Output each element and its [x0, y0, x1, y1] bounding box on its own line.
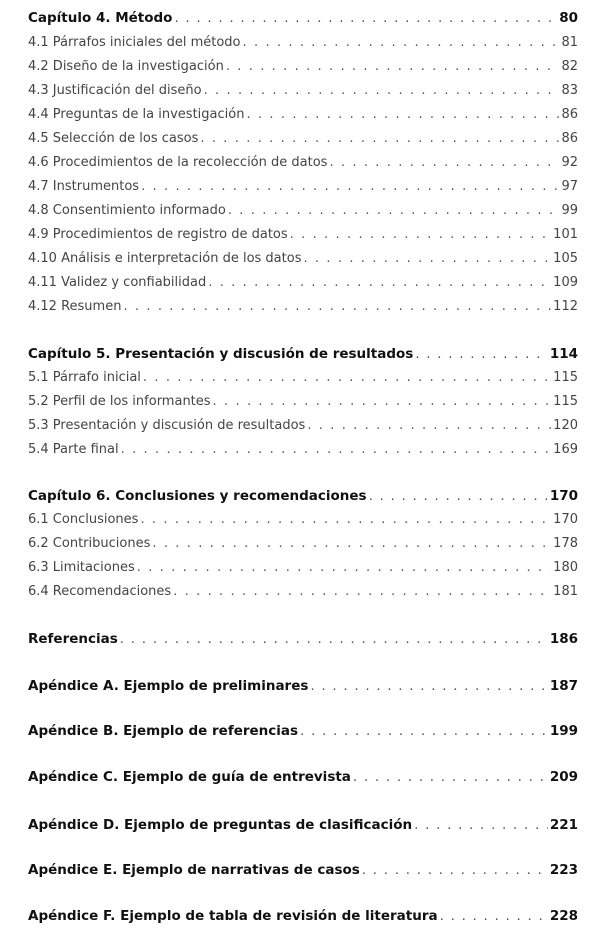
toc-page-number: 120 [553, 418, 578, 433]
toc-entry-title: Apéndice A. Ejemplo de preliminares [28, 678, 309, 694]
toc-page-number: 180 [553, 560, 578, 575]
dot-leader [140, 512, 551, 527]
dot-leader [120, 631, 548, 647]
toc-section-entry [28, 203, 578, 223]
dot-leader [290, 227, 552, 242]
toc-page-number: 114 [549, 346, 578, 362]
toc-page-number: 81 [561, 35, 578, 50]
dot-leader [414, 817, 548, 833]
toc-page-number: 92 [561, 155, 578, 170]
toc-entry-title: 5.1 Párrafo inicial [28, 370, 141, 385]
dot-leader [213, 394, 552, 409]
toc-chapter-entry [28, 862, 578, 882]
toc-page-number: 228 [549, 908, 578, 924]
toc-entry-title: Capítulo 4. Método [28, 10, 173, 26]
dot-leader [300, 723, 548, 739]
toc-entry-title: Apéndice C. Ejemplo de guía de entrevista [28, 769, 351, 785]
toc-page-number: 112 [553, 299, 578, 314]
toc-page-number: 181 [553, 584, 578, 599]
dot-leader [121, 442, 552, 457]
toc-chapter-entry [28, 817, 578, 837]
toc-entry-title: Apéndice E. Ejemplo de narrativas de casos [28, 862, 360, 878]
toc-entry-title: Apéndice F. Ejemplo de tabla de revisión de literatura [28, 908, 438, 924]
dot-leader [362, 862, 548, 878]
dot-leader [208, 275, 551, 290]
toc-entry-title: 4.8 Consentimiento informado [28, 203, 226, 218]
dot-leader [353, 769, 548, 785]
toc-page-number: 170 [553, 512, 578, 527]
toc-section-entry [28, 536, 578, 556]
dot-leader [303, 251, 551, 266]
dot-leader [141, 179, 559, 194]
dot-leader [143, 370, 551, 385]
toc-page-number: 97 [561, 179, 578, 194]
toc-page-number: 99 [561, 203, 578, 218]
toc-page-number: 221 [549, 817, 578, 833]
toc-section-entry [28, 370, 578, 390]
toc-page-number: 80 [559, 10, 578, 26]
toc-entry-title: 4.3 Justificación del diseño [28, 83, 202, 98]
toc-chapter-entry [28, 631, 578, 651]
toc-page-number: 86 [561, 131, 578, 146]
toc-chapter-entry [28, 723, 578, 743]
toc-section-entry [28, 442, 578, 462]
dot-leader [226, 59, 560, 74]
toc-entry-title: Apéndice B. Ejemplo de referencias [28, 723, 299, 739]
dot-leader [440, 908, 548, 924]
dot-leader [174, 10, 557, 26]
dot-leader [310, 678, 547, 694]
toc-entry-title: 6.1 Conclusiones [28, 512, 139, 527]
toc-chapter-entry [28, 10, 578, 30]
dot-leader [123, 299, 551, 314]
toc-section-entry [28, 179, 578, 199]
toc-section-entry [28, 155, 578, 175]
toc-section-entry [28, 394, 578, 414]
toc-entry-title: Referencias [28, 631, 118, 647]
dot-leader [329, 155, 559, 170]
toc-chapter-entry [28, 678, 578, 698]
toc-page-number: 115 [553, 370, 578, 385]
toc-entry-title: 4.1 Párrafos iniciales del método [28, 35, 241, 50]
toc-section-entry [28, 131, 578, 151]
toc-chapter-entry [28, 769, 578, 789]
toc-entry-title: Capítulo 6. Conclusiones y recomendaciones [28, 488, 367, 504]
toc-page-number: 115 [553, 394, 578, 409]
toc-entry-title: 4.4 Preguntas de la investigación [28, 107, 245, 122]
toc-page-number: 101 [553, 227, 578, 242]
toc-page-number: 82 [561, 59, 578, 74]
toc-section-entry [28, 560, 578, 580]
toc-entry-title: 5.2 Perfil de los informantes [28, 394, 211, 409]
toc-entry-title: Apéndice D. Ejemplo de preguntas de clasificación [28, 817, 413, 833]
toc-entry-title: 6.2 Contribuciones [28, 536, 151, 551]
toc-entry-title: 4.6 Procedimientos de la recolección de datos [28, 155, 328, 170]
dot-leader [243, 35, 560, 50]
toc-entry-title: 4.11 Validez y confiabilidad [28, 275, 207, 290]
toc-page-number: 109 [553, 275, 578, 290]
toc-entry-title: 6.4 Recomendaciones [28, 584, 172, 599]
toc-page-number: 199 [549, 723, 578, 739]
toc-entry-title: 4.7 Instrumentos [28, 179, 140, 194]
toc-section-entry [28, 512, 578, 532]
toc-entry-title: 5.4 Parte final [28, 442, 119, 457]
toc-page-number: 186 [549, 631, 578, 647]
toc-section-entry [28, 251, 578, 271]
dot-leader [228, 203, 560, 218]
toc-page-number: 209 [549, 769, 578, 785]
toc-section-entry [28, 107, 578, 127]
toc-entry-title: 6.3 Limitaciones [28, 560, 135, 575]
toc-page-number: 223 [549, 862, 578, 878]
toc-page-number: 187 [549, 678, 578, 694]
toc-chapter-entry [28, 488, 578, 508]
dot-leader [415, 346, 547, 362]
dot-leader [137, 560, 551, 575]
toc-page-number: 86 [561, 107, 578, 122]
toc-section-entry [28, 418, 578, 438]
toc-page-number: 178 [553, 536, 578, 551]
toc-entry-title: Capítulo 5. Presentación y discusión de resultados [28, 346, 414, 362]
toc-section-entry [28, 59, 578, 79]
toc-section-entry [28, 35, 578, 55]
toc-chapter-entry [28, 908, 578, 928]
dot-leader [200, 131, 559, 146]
toc-page-number: 105 [553, 251, 578, 266]
toc-section-entry [28, 227, 578, 247]
toc-page-number: 170 [549, 488, 578, 504]
toc-section-entry [28, 275, 578, 295]
toc-chapter-entry [28, 346, 578, 366]
dot-leader [173, 584, 551, 599]
toc-entry-title: 4.9 Procedimientos de registro de datos [28, 227, 288, 242]
toc-page-number: 83 [561, 83, 578, 98]
dot-leader [307, 418, 551, 433]
toc-page-number: 169 [553, 442, 578, 457]
dot-leader [369, 488, 548, 504]
toc-section-entry [28, 83, 578, 103]
dot-leader [204, 83, 560, 98]
toc-section-entry [28, 584, 578, 604]
toc-entry-title: 4.5 Selección de los casos [28, 131, 199, 146]
dot-leader [246, 107, 559, 122]
toc-entry-title: 5.3 Presentación y discusión de resultados [28, 418, 306, 433]
dot-leader [152, 536, 551, 551]
toc-entry-title: 4.12 Resumen [28, 299, 122, 314]
toc-entry-title: 4.10 Análisis e interpretación de los datos [28, 251, 302, 266]
toc-entry-title: 4.2 Diseño de la investigación [28, 59, 224, 74]
toc-section-entry [28, 299, 578, 319]
